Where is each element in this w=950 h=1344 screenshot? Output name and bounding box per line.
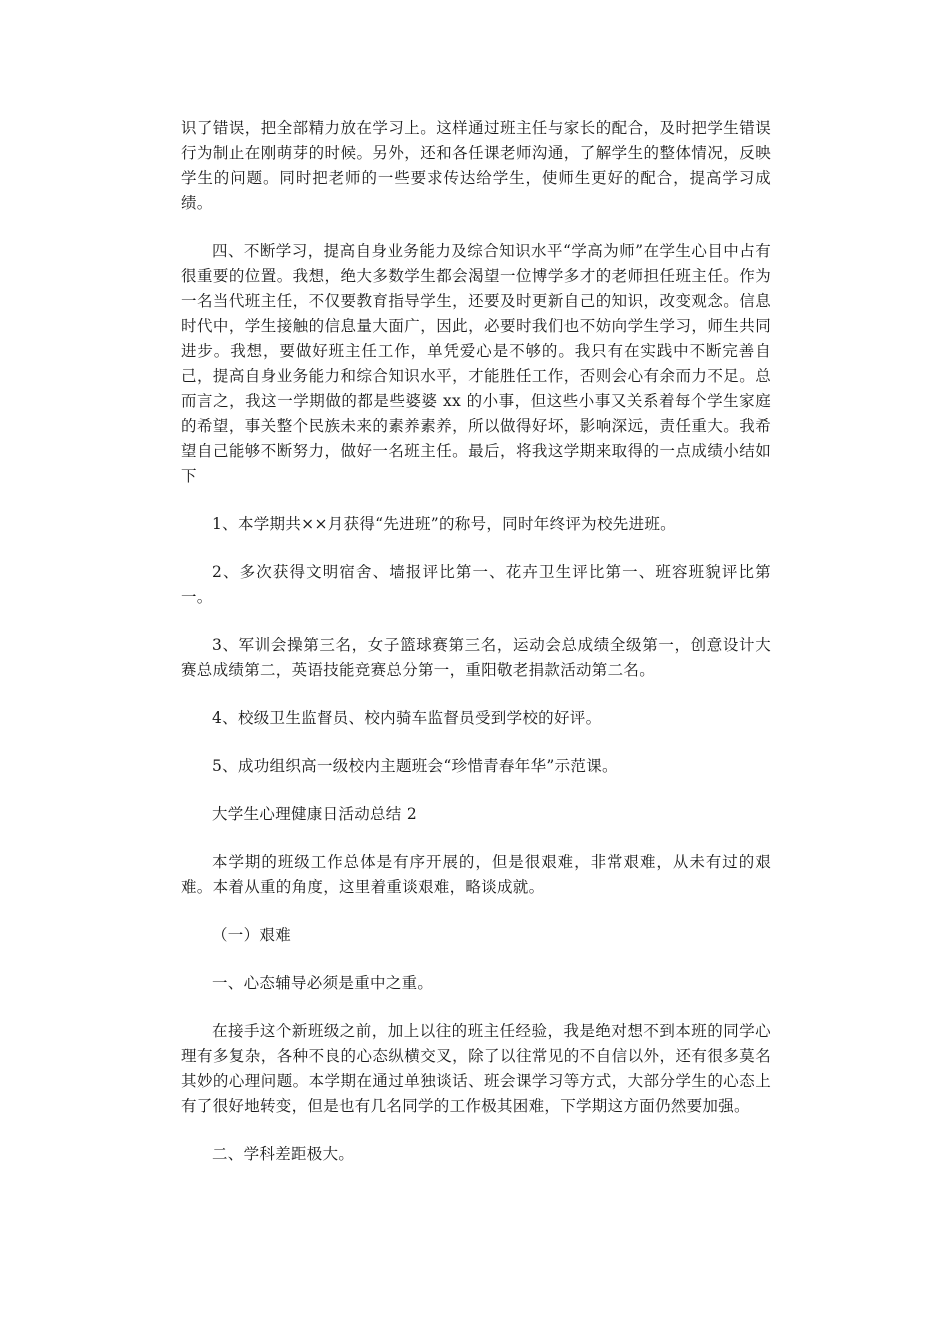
point-mental-guidance: 一、心态辅导必须是重中之重。 [212,974,434,992]
achievement-item-5: 5、成功组织高一级校内主题班会“珍惜青春年华”示范课。 [212,757,618,775]
paragraph-continuous-learning: 四、不断学习，提高自身业务能力及综合知识水平“学高为师”在学生心目中占有很重要的位置。我想，绝大多数学生都会渴望一位博学多才的老师担任班主任。作为一名当代班主任，不仅要教育指导学生，还要及时更新自己的知识，改变观念。信息时代中，学生接触的信息量大面广，因此，必要时我们也不妨向学生学习，师生共同进步。我想，要做好班主任工作，单凭爱心是不够的。我只有在实践中不断完善自己，提高自身业务能力和综合知识水平，才能胜任工作，否则会心有余而力不足。总而言之，我这一学期做的都是些婆婆 xx 的小事，但这些小事又关系着每个学生家庭的希望，事关整个民族未来的素养素养，所以做得好坏，影响深远，责任重大。我希望自己能够不断努力，做好一名班主任。最后，将我这学期来取得的一点成绩小结如下 [181,242,771,485]
section-heading: 大学生心理健康日活动总结 2 [212,805,417,823]
point-subject-gap: 二、学科差距极大。 [212,1145,355,1163]
paragraph-semester-overview: 本学期的班级工作总体是有序开展的，但是很艰难，非常艰难，从未有过的艰难。本着从重的角度，这里着重谈艰难，略谈成就。 [181,853,771,896]
achievement-item-4: 4、校级卫生监督员、校内骑车监督员受到学校的好评。 [212,709,602,727]
paragraph-mental-guidance: 在接手这个新班级之前，加上以往的班主任经验，我是绝对想不到本班的同学心理有多复杂，各种不良的心态纵横交叉，除了以往常见的不自信以外，还有很多莫名其妙的心理问题。本学期在通过单独谈话、班会课学习等方式，大部分学生的心态上有了很好地转变，但是也有几名同学的工作极其困难，下学期这方面仍然要加强。 [181,1022,771,1115]
document-body [181,116,771,1190]
paragraph-communication: 识了错误，把全部精力放在学习上。这样通过班主任与家长的配合，及时把学生错误行为制止在刚萌芽的时候。另外，还和各任课老师沟通，了解学生的整体情况，反映学生的问题。同时把老师的一些要求传达给学生，使师生更好的配合，提高学习成绩。 [181,119,771,212]
achievement-item-3: 3、军训会操第三名，女子篮球赛第三名，运动会总成绩全级第一，创意设计大赛总成绩第二，英语技能竞赛总分第一，重阳敬老捐款活动第二名。 [181,636,771,679]
subheading-difficulties: （一）艰难 [212,926,292,944]
achievement-item-1: 1、本学期共××月获得“先进班”的称号，同时年终评为校先进班。 [212,515,676,533]
achievement-item-2: 2、多次获得文明宿舍、墙报评比第一、花卉卫生评比第一、班容班貌评比第一。 [181,563,771,606]
